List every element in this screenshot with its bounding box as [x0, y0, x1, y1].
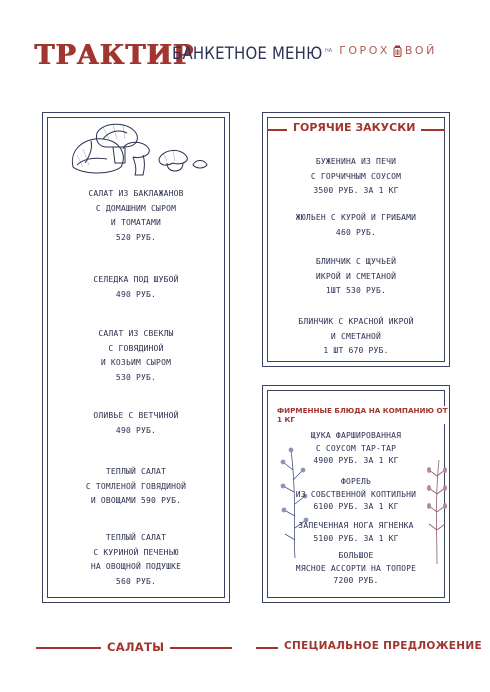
partner-logo — [325, 44, 437, 57]
hot-appetizers-title: ГОРЯЧИЕ ЗАКУСКИ — [287, 121, 421, 134]
partner-name-right: ВОЙ — [404, 44, 437, 57]
menu-item: БОЛЬШОЕ МЯСНОЕ АССОРТИ НА ТОПОРЕ 7200 РУБ. — [295, 551, 417, 585]
menu-item: ТЕПЛЫЙ САЛАТ С ТОМЛЕНОЙ ГОВЯДИНОЙ И ОВОЩАМИ 590 РУБ. — [85, 467, 187, 505]
brand-logo: ТРАКТИР — [34, 40, 194, 71]
menu-item: БУЖЕНИНА ИЗ ПЕЧИ С ГОРЧИЧНЫМ СОУСОМ 3500 РУБ. ЗА 1 КГ — [310, 157, 402, 195]
menu-item: ЩУКА ФАРШИРОВАННАЯ С СОУСОМ ТАР-ТАР 4900 РУБ. ЗА 1 КГ — [310, 431, 402, 465]
menu-item: ЖЮЛЬЕН С КУРОЙ И ГРИБАМИ 460 РУБ. — [295, 213, 417, 237]
menu-item: БЛИНЧИК С ЩУЧЬЕЙ ИКРОЙ И СМЕТАНОЙ 1ШТ 530 РУБ. — [315, 257, 397, 295]
signature-title: ФИРМЕННЫЕ БЛЮДА НА КОМПАНИЮ ОТ 1 КГ — [277, 406, 448, 424]
menu-item: СЕЛЕДКА ПОД ШУБОЙ 490 РУБ. — [93, 275, 179, 299]
menu-item: САЛАТ ИЗ БАКЛАЖАНОВ С ДОМАШНИМ СЫРОМ И ТОМАТАМИ 520 РУБ. — [88, 189, 184, 242]
page-title: БАНКЕТНОЕ МЕНЮ — [172, 44, 323, 64]
salads-footer-label: САЛАТЫ — [101, 640, 170, 654]
menu-item: ТЕПЛЫЙ САЛАТ С КУРИНОЙ ПЕЧЕНЬЮ НА ОВОЩНОЙ ПОДУШКЕ 560 РУБ. — [90, 533, 182, 586]
menu-item: ФОРЕЛЬ ИЗ СОБСТВЕННОЙ КОПТИЛЬНИ 6100 РУБ. ЗА 1 КГ — [295, 477, 417, 511]
partner-name-left: ГОРОХ — [339, 44, 390, 57]
menu-item: ЗАПЕЧЕННАЯ НОГА ЯГНЕНКА 5100 РУБ. ЗА 1 КГ — [298, 521, 414, 543]
jar-icon — [393, 45, 402, 57]
partner-prefix: НА — [325, 47, 333, 54]
mushroom-illustration — [63, 119, 213, 189]
salads-frame — [42, 112, 230, 603]
menu-item: БЛИНЧИК С КРАСНОЙ ИКРОЙ И СМЕТАНОЙ 1 ШТ 670 РУБ. — [298, 317, 414, 355]
special-offer-footer-label: СПЕЦИАЛЬНОЕ ПРЕДЛОЖЕНИЕ — [278, 640, 488, 652]
menu-item: ОЛИВЬЕ С ВЕТЧИНОЙ 490 РУБ. — [93, 411, 179, 435]
hot-appetizers-frame — [262, 112, 450, 367]
menu-item: САЛАТ ИЗ СВЕКЛЫ С ГОВЯДИНОЙ И КОЗЬИМ СЫРОМ 530 РУБ. — [98, 329, 174, 382]
signature-frame — [262, 385, 450, 603]
